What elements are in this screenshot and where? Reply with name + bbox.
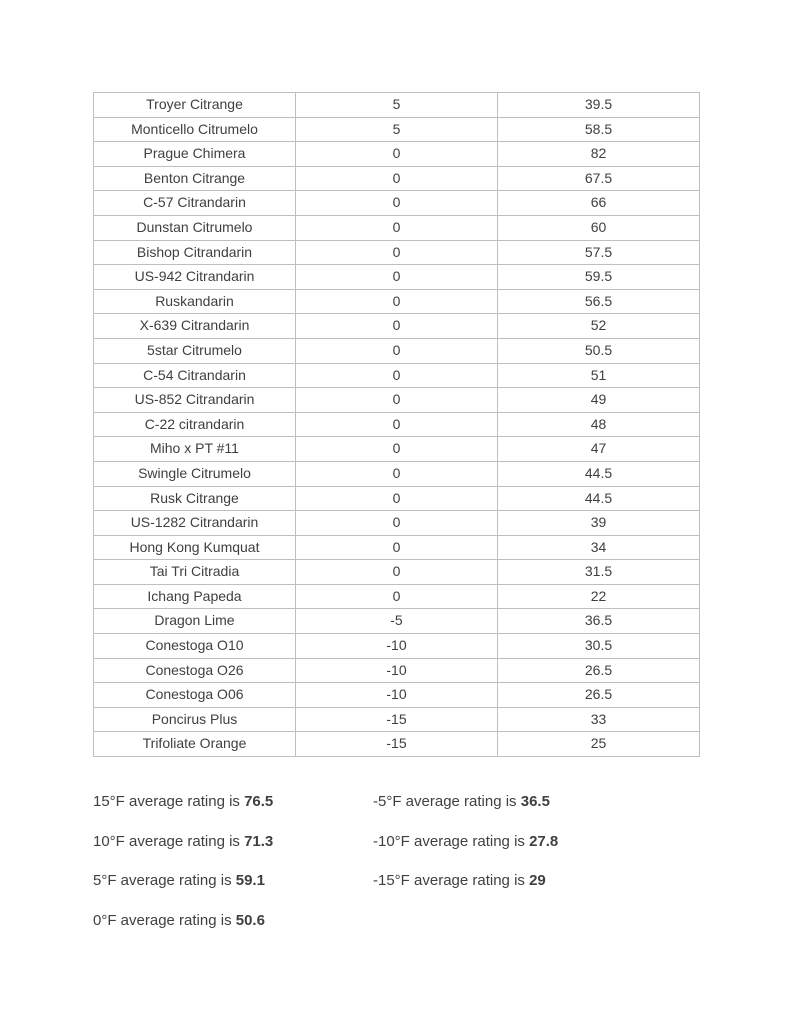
temperature-cell: -10	[296, 658, 498, 683]
variety-cell: Benton Citrange	[94, 166, 296, 191]
temperature-cell: 0	[296, 191, 498, 216]
variety-cell: Ichang Papeda	[94, 584, 296, 609]
table-row	[94, 437, 700, 462]
summary-line-text: 10°F average rating is	[93, 832, 245, 850]
temperature-cell: 0	[296, 166, 498, 191]
table-row	[94, 191, 700, 216]
temperature-cell: -15	[296, 707, 498, 732]
variety-cell: 5star Citrumelo	[94, 338, 296, 363]
table-row	[94, 560, 700, 585]
variety-cell: Rusk Citrange	[94, 486, 296, 511]
table-row	[94, 215, 700, 240]
summary-line	[93, 822, 273, 862]
variety-cell: Miho x PT #11	[94, 437, 296, 462]
summary-line	[93, 861, 273, 901]
rating-cell: 25	[498, 732, 700, 757]
variety-cell: Trifoliate Orange	[94, 732, 296, 757]
table-row	[94, 412, 700, 437]
variety-cell: Conestoga O26	[94, 658, 296, 683]
summary-line-text: -5°F average rating is	[373, 793, 521, 810]
temperature-cell: 0	[296, 338, 498, 363]
variety-cell: Conestoga O10	[94, 634, 296, 659]
variety-cell: Monticello Citrumelo	[94, 117, 296, 142]
summary-line-value: 29	[529, 872, 546, 890]
table-row	[94, 535, 700, 560]
summary-line	[93, 782, 273, 822]
temperature-cell: 0	[296, 560, 498, 585]
temperature-cell: 0	[296, 363, 498, 388]
temperature-cell: 0	[296, 437, 498, 462]
summary-line-text: 15°F average rating is	[93, 793, 245, 810]
table-row	[94, 338, 700, 363]
variety-cell: Hong Kong Kumquat	[94, 535, 296, 560]
variety-cell: C-22 citrandarin	[94, 412, 296, 437]
temperature-cell: 0	[296, 412, 498, 437]
temperature-cell: 0	[296, 240, 498, 265]
rating-cell: 39.5	[498, 93, 700, 118]
rating-cell: 48	[498, 412, 700, 437]
rating-cell: 44.5	[498, 486, 700, 511]
rating-cell: 66	[498, 191, 700, 216]
temperature-cell: 0	[296, 142, 498, 167]
rating-cell: 82	[498, 142, 700, 167]
temperature-cell: 0	[296, 265, 498, 290]
table-row	[94, 634, 700, 659]
variety-cell: Dunstan Citrumelo	[94, 215, 296, 240]
temperature-cell: 0	[296, 388, 498, 413]
rating-cell: 49	[498, 388, 700, 413]
temperature-cell: 0	[296, 289, 498, 314]
table-row	[94, 609, 700, 634]
variety-cell: US-942 Citrandarin	[94, 265, 296, 290]
table-row	[94, 289, 700, 314]
variety-cell: C-57 Citrandarin	[94, 191, 296, 216]
table-row	[94, 240, 700, 265]
temperature-cell: -15	[296, 732, 498, 757]
temperature-cell: -5	[296, 609, 498, 634]
variety-cell: Prague Chimera	[94, 142, 296, 167]
summary-line	[373, 822, 558, 862]
rating-cell: 47	[498, 437, 700, 462]
rating-cell: 33	[498, 707, 700, 732]
rating-cell: 58.5	[498, 117, 700, 142]
rating-cell: 60	[498, 215, 700, 240]
ratings-table-body	[94, 93, 700, 757]
rating-cell: 51	[498, 363, 700, 388]
table-row	[94, 363, 700, 388]
rating-cell: 56.5	[498, 289, 700, 314]
temperature-cell: 0	[296, 314, 498, 339]
table-row	[94, 707, 700, 732]
temperature-cell: 5	[296, 93, 498, 118]
summary-right-column	[373, 782, 558, 901]
table-row	[94, 93, 700, 118]
variety-cell: Ruskandarin	[94, 289, 296, 314]
summary-line-text: 5°F average rating is	[93, 872, 236, 890]
summary-line-value: 50.6	[235, 911, 265, 929]
rating-cell: 31.5	[498, 560, 700, 585]
table-row	[94, 142, 700, 167]
table-row	[94, 511, 700, 536]
table-row	[94, 388, 700, 413]
rating-cell: 57.5	[498, 240, 700, 265]
rating-cell: 26.5	[498, 658, 700, 683]
rating-cell: 30.5	[498, 634, 700, 659]
rating-cell: 52	[498, 314, 700, 339]
rating-cell: 50.5	[498, 338, 700, 363]
summary-line-value: 71.3	[244, 832, 274, 850]
variety-cell: US-1282 Citrandarin	[94, 511, 296, 536]
temperature-cell: 0	[296, 535, 498, 560]
summary-line-value: 59.1	[235, 872, 265, 890]
temperature-cell: 0	[296, 486, 498, 511]
variety-cell: Poncirus Plus	[94, 707, 296, 732]
variety-cell: US-852 Citrandarin	[94, 388, 296, 413]
rating-cell: 44.5	[498, 461, 700, 486]
temperature-cell: 0	[296, 461, 498, 486]
variety-cell: Bishop Citrandarin	[94, 240, 296, 265]
summary-line-text: -10°F average rating is	[373, 832, 530, 850]
rating-cell: 59.5	[498, 265, 700, 290]
temperature-cell: 0	[296, 215, 498, 240]
variety-cell: Dragon Lime	[94, 609, 296, 634]
table-row	[94, 584, 700, 609]
summary-line-value: 36.5	[520, 793, 550, 810]
summary-line-text: -15°F average rating is	[373, 872, 530, 890]
temperature-cell: 0	[296, 511, 498, 536]
table-row	[94, 658, 700, 683]
table-row	[94, 314, 700, 339]
table-row	[94, 486, 700, 511]
variety-cell: C-54 Citrandarin	[94, 363, 296, 388]
temperature-cell: -10	[296, 634, 498, 659]
table-row	[94, 166, 700, 191]
summary-line-value: 76.5	[244, 793, 274, 810]
summary-line-value: 27.8	[529, 832, 559, 850]
variety-cell: X-639 Citrandarin	[94, 314, 296, 339]
variety-cell: Troyer Citrange	[94, 93, 296, 118]
table-row	[94, 732, 700, 757]
variety-cell: Swingle Citrumelo	[94, 461, 296, 486]
table-row	[94, 683, 700, 708]
temperature-cell: 0	[296, 584, 498, 609]
summary-left-column	[93, 782, 273, 940]
rating-cell: 39	[498, 511, 700, 536]
summary-line	[93, 901, 273, 941]
rating-cell: 36.5	[498, 609, 700, 634]
rating-cell: 34	[498, 535, 700, 560]
table-row	[94, 117, 700, 142]
temperature-cell: -10	[296, 683, 498, 708]
summary-line	[373, 782, 558, 822]
rating-cell: 67.5	[498, 166, 700, 191]
table-row	[94, 461, 700, 486]
rating-cell: 26.5	[498, 683, 700, 708]
temperature-cell: 5	[296, 117, 498, 142]
table-row	[94, 265, 700, 290]
summary-line-text: 0°F average rating is	[93, 911, 236, 929]
summary-line	[373, 861, 558, 901]
ratings-table	[93, 92, 700, 757]
rating-cell: 22	[498, 584, 700, 609]
variety-cell: Tai Tri Citradia	[94, 560, 296, 585]
variety-cell: Conestoga O06	[94, 683, 296, 708]
